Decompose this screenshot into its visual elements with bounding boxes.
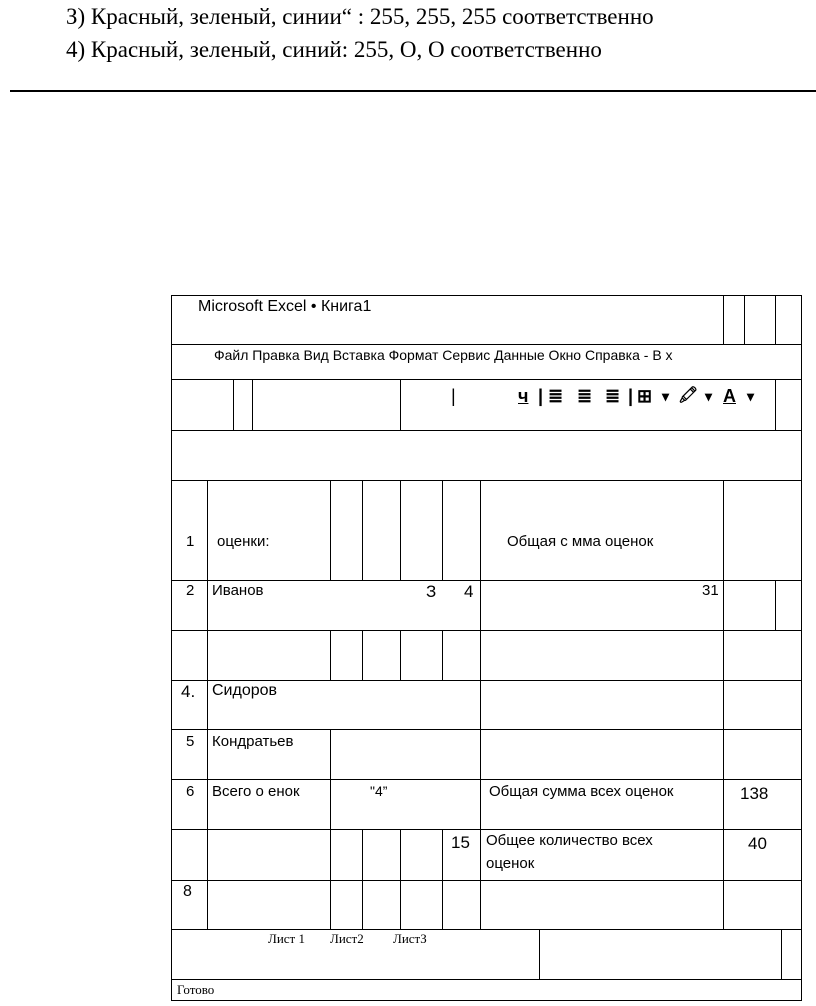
row-header: 5 xyxy=(186,733,195,750)
window-title: Microsoft Excel • Книга1 xyxy=(198,298,372,315)
menu-bar[interactable]: Файл Правка Вид Вставка Формат Сервис Данные Окно Справка - В х xyxy=(214,347,673,363)
grid-line xyxy=(171,480,802,481)
cell[interactable]: Общая сумма всех оценок xyxy=(489,783,674,800)
row-header: 4. xyxy=(181,682,196,701)
grid-line xyxy=(400,480,401,580)
sheet-tab[interactable]: Лист2 xyxy=(330,931,364,946)
grid-line xyxy=(330,480,331,580)
grid-line xyxy=(330,630,331,680)
grid-line xyxy=(362,829,363,929)
cell[interactable]: 31 xyxy=(702,582,719,599)
row-header: 6 xyxy=(186,783,195,800)
grid-line xyxy=(171,430,802,431)
cell[interactable]: 15 xyxy=(451,833,470,852)
grid-line xyxy=(775,379,776,430)
grid-line xyxy=(171,880,802,881)
cell[interactable]: З xyxy=(426,582,437,601)
grid-line xyxy=(171,779,802,780)
grid-line xyxy=(171,979,802,980)
grid-line xyxy=(171,580,802,581)
grid-line xyxy=(480,480,481,929)
cell[interactable]: "4” xyxy=(370,783,388,799)
chevron-down-icon[interactable]: ▾ xyxy=(705,388,713,404)
grid-line xyxy=(775,295,776,344)
grid-line xyxy=(171,344,802,345)
grid-line xyxy=(400,379,401,430)
cell[interactable]: Общее количество всех xyxy=(486,832,653,849)
toolbar-separator: | xyxy=(628,386,634,406)
cell[interactable]: 138 xyxy=(740,784,769,803)
grid-line xyxy=(252,379,253,430)
grid-line xyxy=(362,630,363,680)
row-header: 1 xyxy=(186,533,195,550)
grid-line xyxy=(781,929,782,979)
cell[interactable]: оценок xyxy=(486,855,535,872)
grid-line xyxy=(207,480,208,929)
toolbar-separator: | xyxy=(538,386,544,406)
cell[interactable]: Кондратьев xyxy=(212,733,294,750)
underline-button[interactable]: ч xyxy=(518,386,529,406)
grid-line xyxy=(723,480,724,929)
grid-line xyxy=(330,729,331,929)
grid-line xyxy=(171,929,802,930)
align-right-button[interactable]: ≣ xyxy=(605,386,621,406)
grid-line xyxy=(442,829,443,929)
grid-line xyxy=(362,480,363,580)
sheet-tab[interactable]: Лист 1 xyxy=(268,931,305,946)
grid-line xyxy=(400,630,401,680)
grid-line xyxy=(171,379,802,380)
horizontal-rule xyxy=(10,90,816,92)
cell[interactable]: Всего о енок xyxy=(212,783,300,800)
chevron-down-icon[interactable]: ▾ xyxy=(662,388,670,404)
chevron-down-icon[interactable]: ▾ xyxy=(747,388,755,404)
grid-line xyxy=(171,829,802,830)
grid-line xyxy=(539,929,540,979)
grid-line xyxy=(171,630,802,631)
fill-color-icon[interactable]: 🖍 xyxy=(678,387,699,404)
cell[interactable]: оценки: xyxy=(217,533,270,550)
cell[interactable]: 4 xyxy=(464,582,474,601)
grid-line xyxy=(744,295,745,344)
cell[interactable]: Сидоров xyxy=(212,682,278,699)
answer-option-4: 4) Красный, зеленый, синий: 255, О, О соответственно xyxy=(66,37,602,62)
grid-line xyxy=(233,379,234,430)
align-left-button[interactable]: ≣ xyxy=(548,386,564,406)
grid-line xyxy=(775,580,776,630)
sheet-tab[interactable]: ЛистЗ xyxy=(393,931,427,946)
toolbar-separator: | xyxy=(451,386,456,406)
answer-option-3: З) Красный, зеленый, синии“ : 255, 255, 255 соответственно xyxy=(66,4,654,29)
font-color-icon[interactable]: A xyxy=(723,386,736,406)
row-header: 8 xyxy=(183,883,192,900)
grid-line xyxy=(171,680,802,681)
cell[interactable]: 40 xyxy=(748,834,767,853)
grid-line xyxy=(171,729,802,730)
align-center-button[interactable]: ≣ xyxy=(577,386,593,406)
status-text: Готово xyxy=(177,982,215,997)
grid-line xyxy=(400,829,401,929)
borders-icon[interactable]: ⊞ xyxy=(637,386,653,406)
grid-line xyxy=(442,630,443,680)
cell[interactable]: Иванов xyxy=(212,582,264,599)
grid-line xyxy=(442,480,443,580)
row-header: 2 xyxy=(186,582,195,599)
cell[interactable]: Общая с мма оценок xyxy=(507,533,654,550)
grid-line xyxy=(723,295,724,344)
